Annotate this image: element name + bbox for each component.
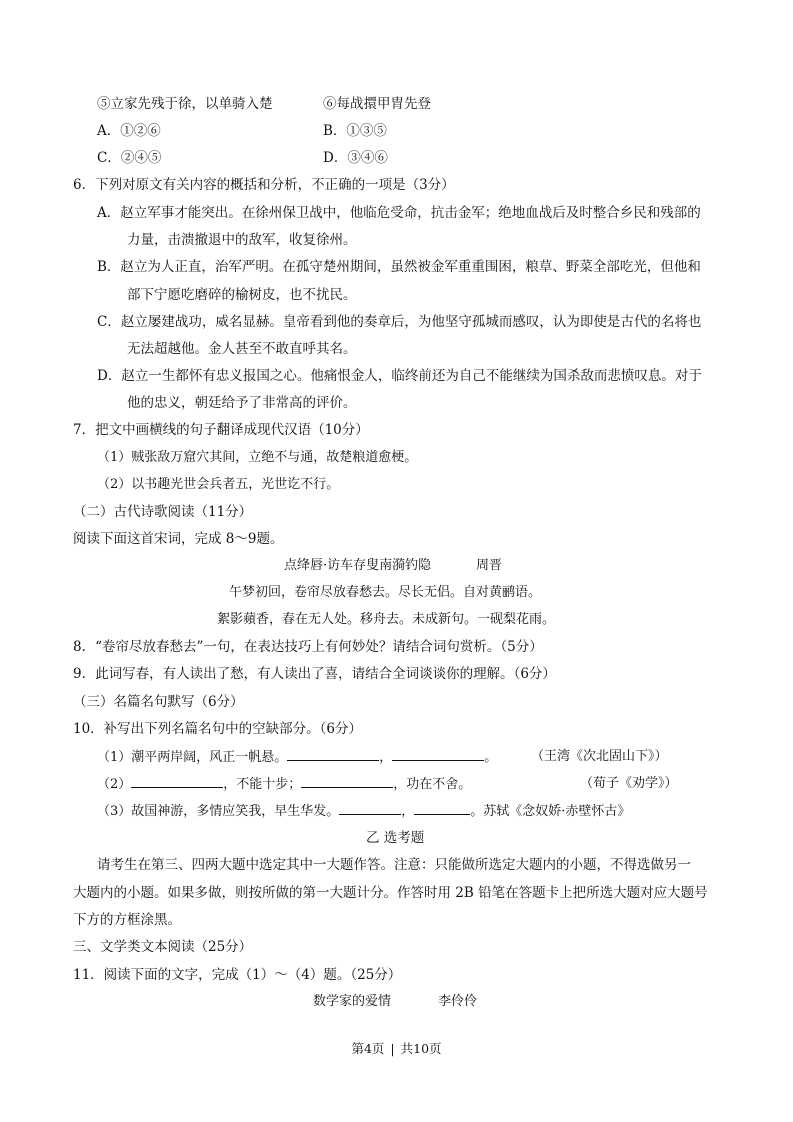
poem-line-2: 絮影蘋香，春在无人处。移舟去。未成新句。一砚梨花雨。	[217, 612, 556, 627]
q6-option-c-line1: C．赵立屡建战功，威名显赫。皇帝看到他的奏章后，为他坚守孤城而感叹，认为即使是古代的名将也	[97, 314, 702, 330]
poem-author: 周晋	[476, 558, 503, 573]
part-b-instruction-1: 请考生在第三、四两大题中选定其中一大题作答。注意：只能做所选定大题内的小题，不得选做另一	[97, 857, 691, 873]
part-b-instruction-3: 下方的方框涂黑。	[73, 912, 181, 928]
q9-stem: 9．此词写春，有人读出了愁，有人读出了喜，请结合全词谈谈你的理解。（6分）	[73, 666, 556, 682]
q6-option-b-line1: B．赵立为人正直，治军严明。在孤守楚州期间，虽然被金军重重围困，粮草、野菜全部吃光，但他和	[97, 259, 701, 275]
page-total: 共10页	[400, 1041, 442, 1056]
q5-choice-c: C．②④⑤	[97, 150, 162, 166]
q7-sentence-2: （2）以书趣光世会兵者五，光世讫不行。	[97, 477, 340, 492]
q10-item-1: （1）潮平两岸阔，风正一帆悬。 ， 。	[97, 750, 498, 765]
q5-choice-b: B．①③⑤	[323, 123, 387, 139]
part-b-instruction-2: 大题内的小题。如果多做，则按所做的第一大题计分。作答时用 2B 铅笔在答题卡上把所选大题对应大题号	[73, 885, 708, 901]
part-b-title: 乙 选考题	[366, 830, 425, 846]
q8-stem: 8．“卷帘尽放春愁去”一句，在表达技巧上有何妙处？请结合词句赏析。（5分）	[73, 639, 543, 655]
q6-option-a-line1: A．赵立军事才能突出。在徐州保卫战中，他临危受命，抗击金军；绝地血战后及时整合乡民和残部的	[97, 205, 701, 221]
section3-title: （三）名篇名句默写（6分）	[73, 694, 244, 710]
q10-item-2-label: （2）	[97, 777, 132, 792]
q10-item-2-source: （荀子《劝学》）	[580, 776, 678, 791]
q6-option-d-line1: D．赵立一生都怀有忠义报国之心。他痛恨金人，临终前还为自己不能继续为国杀敌而悲愤叹息。对于	[97, 368, 702, 384]
poem-line-1: 午梦初回，卷帘尽放春愁去。尽长无侣。自对黄鹂语。	[229, 585, 542, 600]
poem-title: 点绛唇·访车存叟南漪钓隐	[284, 558, 432, 573]
q10-item-3-source: 。苏轼《念奴娇·赤壁怀古》	[470, 804, 631, 819]
q10-item-3: （3）故国神游，多情应笑我，早生华发。 ， 。苏轼《念奴娇·赤壁怀古》	[97, 804, 631, 819]
q5-choice-d: D．③④⑥	[323, 150, 388, 166]
q7-stem: 7．把文中画横线的句子翻译成现代汉语（10分）	[73, 422, 369, 438]
q10-item-2-end: ，功在不舍。	[393, 777, 472, 792]
q10-item-3-text: （3）故国神游，多情应笑我，早生华发。	[97, 804, 340, 819]
q10-item-1-text: （1）潮平两岸阔，风正一帆悬。	[97, 750, 288, 765]
q10-item-1-source: （王湾《次北固山下》）	[531, 749, 668, 764]
answer-blank[interactable]	[287, 748, 379, 761]
story-title: 数学家的爱情	[313, 994, 392, 1009]
q10-item-2-mid: ，不能十步；	[223, 777, 302, 792]
page-footer	[0, 1039, 793, 1057]
q6-option-a-line2: 力量，击溃撤退中的敌军，收复徐州。	[127, 232, 357, 248]
literature-section-title: 三、文学类文本阅读（25分）	[73, 939, 253, 955]
page-number: 第4页	[351, 1041, 385, 1056]
answer-blank[interactable]	[339, 802, 401, 815]
q10-item-2	[97, 775, 471, 794]
q7-sentence-1: （1）贼张敌万窟穴其间，立绝不与通，故楚粮道愈梗。	[97, 450, 418, 465]
story-author: 李伶伶	[438, 994, 478, 1009]
section2-title: （二）古代诗歌阅读（11分）	[73, 504, 253, 520]
q5-option-5: ⑤立家先残于徐，以单骑入楚	[97, 96, 273, 112]
q6-option-c-line2: 无法超越他。金人甚至不敢直呼其名。	[127, 341, 357, 357]
q10-stem: 10．补写出下列名篇名句中的空缺部分。（6分）	[73, 721, 363, 737]
section2-intro: 阅读下面这首宋词，完成 8～9题。	[73, 531, 284, 547]
q5-option-6: ⑥每战擐甲胄先登	[323, 96, 431, 112]
answer-blank[interactable]	[301, 775, 393, 788]
q5-choice-a: A．①②⑥	[97, 123, 161, 139]
footer-divider: |	[390, 1041, 395, 1056]
answer-blank[interactable]	[392, 748, 484, 761]
q11-stem: 11．阅读下面的文字，完成（1）～（4）题。（25分）	[73, 967, 402, 983]
answer-blank[interactable]	[414, 802, 470, 815]
answer-blank[interactable]	[131, 775, 223, 788]
q6-option-b-line2: 部下宁愿吃磨碎的榆树皮，也不扰民。	[127, 287, 357, 303]
q6-stem: 6．下列对原文有关内容的概括和分析，不正确的一项是（3分）	[73, 177, 455, 193]
q6-option-d-line2: 他的忠义，朝廷给予了非常高的评价。	[127, 395, 357, 411]
